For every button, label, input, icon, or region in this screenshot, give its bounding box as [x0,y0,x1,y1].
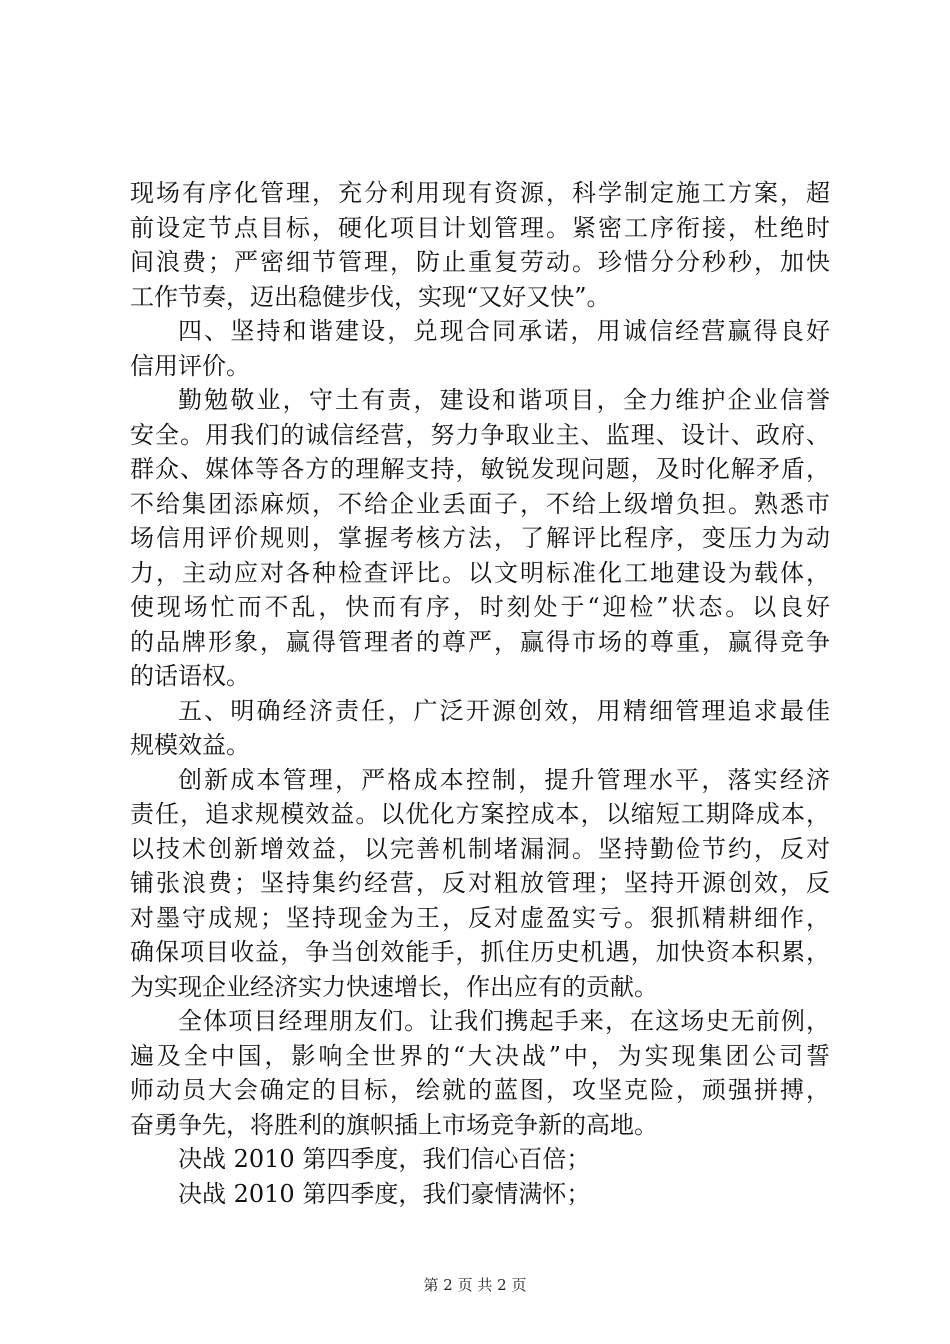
section-heading-line: 信用评价。 [130,351,250,380]
text-line: 确保项目收益，争当创效能手，抓住历史机遇，加快资本积累， [130,938,830,966]
text-line: 创新成本管理，严格成本控制，提升管理水平，落实经济 [178,765,830,794]
text-line: 不给集团添麻烦，不给企业丢面子，不给上级增负担。熟悉市 [130,489,830,518]
text-line: 遍及全中国，影响全世界的“大决战”中，为实现集团公司誓 [130,1041,830,1070]
slogan-line: 决战 2010 第四季度，我们豪情满怀； [178,1179,591,1208]
text-line: 群众、媒体等各方的理解支持，敏锐发现问题，及时化解矛盾， [130,455,830,483]
text-line: 力，主动应对各种检查评比。以文明标准化工地建设为载体， [130,558,830,587]
text-line: 安全。用我们的诚信经营，努力争取业主、监理、设计、政府、 [130,420,830,449]
text-line: 全体项目经理朋友们。让我们携起手来，在这场史无前例， [178,1007,830,1035]
text-line: 工作节奏，迈出稳健步伐，实现“又好又快”。 [130,282,611,311]
slogan-line: 决战 2010 第四季度，我们信心百倍； [178,1145,591,1173]
text-line: 师动员大会确定的目标，绘就的蓝图，攻坚克险，顽强拼搏， [130,1076,830,1104]
document-body [130,176,830,1211]
text-line: 的话语权。 [130,662,250,690]
text-line: 奋勇争先，将胜利的旗帜插上市场竞争新的高地。 [130,1110,658,1139]
text-line: 前设定节点目标，硬化项目计划管理。紧密工序衔接，杜绝时 [130,213,830,242]
text-line: 勤勉敬业，守土有责，建设和谐项目，全力维护企业信誉 [178,386,830,414]
text-line: 现场有序化管理，充分利用现有资源，科学制定施工方案，超 [130,179,830,207]
page-number: 第 2 页 共 2 页 [423,1276,527,1294]
section-heading-line: 五、明确经济责任，广泛开源创效，用精细管理追求最佳 [178,696,830,725]
text-line: 对墨守成规；坚持现金为王，反对虚盈实亏。狠抓精耕细作， [130,903,830,932]
text-line: 铺张浪费；坚持集约经营，反对粗放管理；坚持开源创效，反 [130,869,830,897]
text-line: 的品牌形象，赢得管理者的尊严，赢得市场的尊重，赢得竞争 [130,627,830,656]
text-line: 责任，追求规模效益。以优化方案控成本，以缩短工期降成本， [130,800,830,828]
section-heading-line: 四、坚持和谐建设，兑现合同承诺，用诚信经营赢得良好 [178,317,830,345]
text-line: 为实现企业经济实力快速增长，作出应有的贡献。 [130,972,658,1001]
section-heading-line: 规模效益。 [130,731,250,759]
text-line: 以技术创新增效益，以完善机制堵漏洞。坚持勤俭节约，反对 [130,834,830,863]
text-line: 间浪费；严密细节管理，防止重复劳动。珍惜分分秒秒，加快 [130,248,830,276]
text-line: 使现场忙而不乱，快而有序，时刻处于“迎检”状态。以良好 [130,593,830,621]
text-line: 场信用评价规则，掌握考核方法，了解评比程序，变压力为动 [130,524,830,552]
